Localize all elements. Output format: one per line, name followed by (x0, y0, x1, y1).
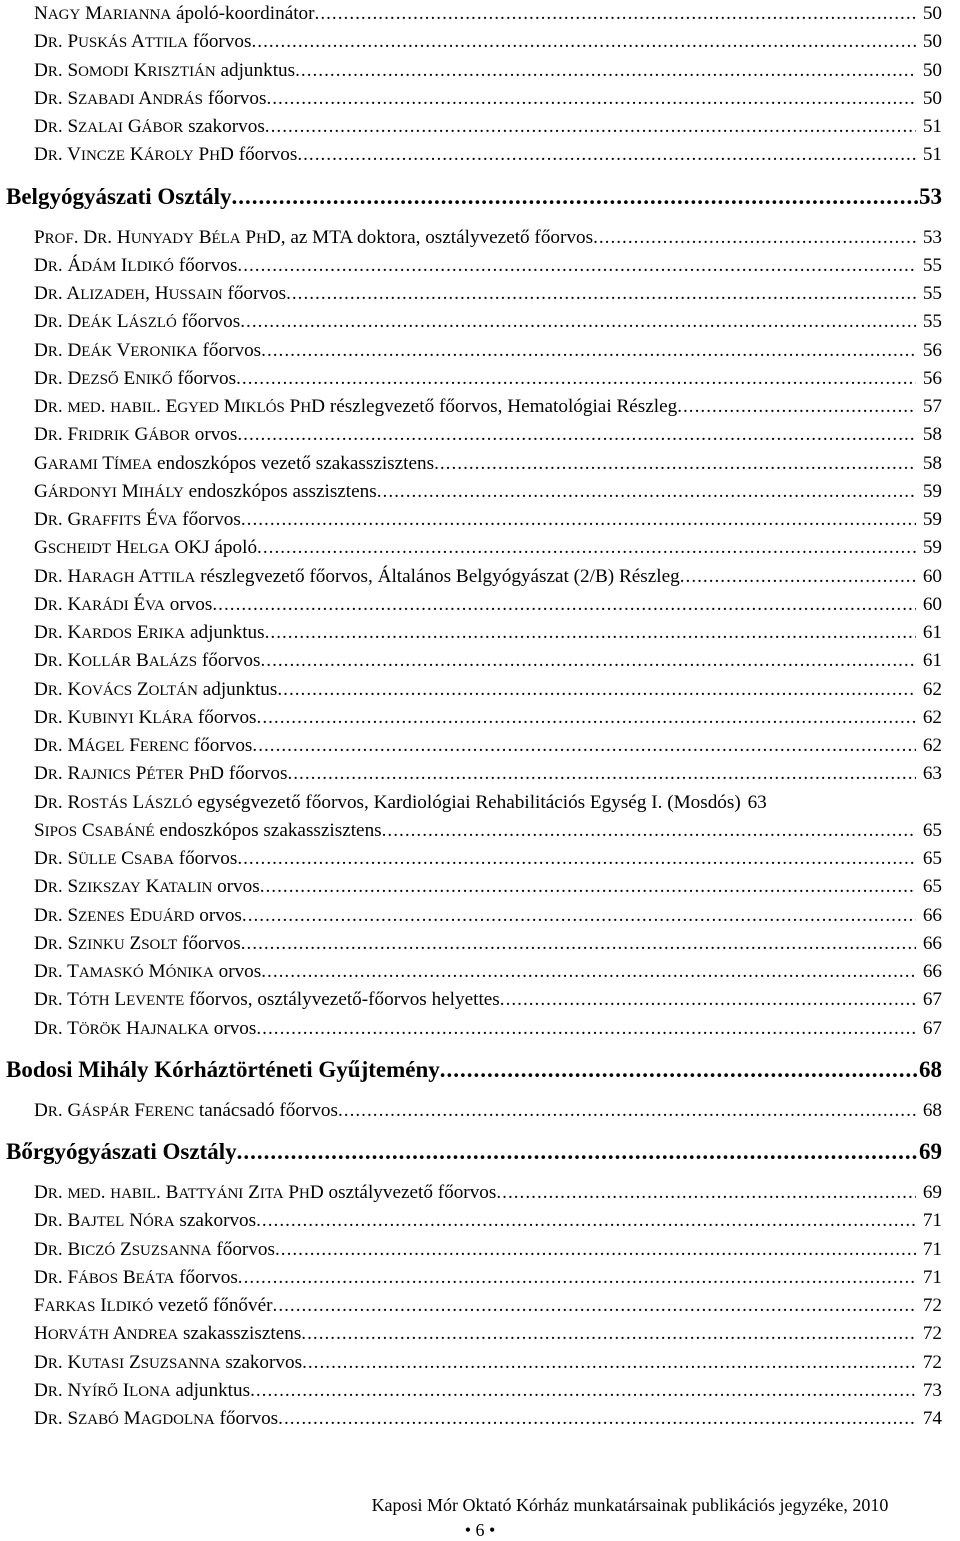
entry-page-number: 60 (922, 565, 942, 587)
dot-leader (237, 1135, 919, 1169)
toc-entry (34, 280, 942, 308)
dot-leader (260, 647, 916, 675)
toc-entry (34, 113, 942, 141)
dot-leader (232, 180, 920, 214)
entry-page-number: 67 (922, 1017, 942, 1039)
entry-page-number: 56 (922, 367, 942, 389)
toc-entry (34, 591, 942, 619)
toc-entry (34, 845, 942, 873)
entry-label: DR. SZABADI ANDRÁS főorvos (34, 87, 267, 109)
entry-label: DR. DEÁK LÁSZLÓ főorvos (34, 311, 241, 333)
dot-leader (237, 252, 916, 280)
entry-label: DR. RAJNICS PÉTER PHD főorvos (34, 763, 288, 785)
dot-leader (593, 224, 916, 252)
section-title: Bőrgyógyászati Osztály (6, 1139, 237, 1164)
dot-leader (260, 873, 916, 901)
dot-leader (277, 676, 916, 704)
toc-entry (34, 958, 942, 986)
dot-leader (261, 958, 916, 986)
entry-page-number: 63 (747, 791, 767, 813)
entry-label: DR. PUSKÁS ATTILA főorvos (34, 31, 252, 53)
dot-leader (315, 0, 916, 28)
entry-page-number: 67 (922, 989, 942, 1011)
entry-page-number: 59 (922, 537, 942, 559)
toc-entry (34, 337, 942, 365)
toc-entry (34, 789, 942, 817)
bullet-left: • (464, 1520, 471, 1540)
entry-page-number: 59 (922, 509, 942, 530)
entry-label: DR. KOLLÁR BALÁZS főorvos (34, 650, 261, 672)
dot-leader (256, 1207, 916, 1235)
toc-entry (34, 224, 942, 252)
entry-label: DR. KUTASI ZSUZSANNA szakorvos (34, 1351, 303, 1373)
entry-label: DR. MED. HABIL. EGYED MIKLÓS PHD részlegvezető főorvos, Hematológiai Részleg (34, 396, 678, 417)
entry-label: DR. MED. HABIL. BATTYÁNI ZITA PHD osztályvezető főorvos (34, 1182, 497, 1203)
dot-leader (237, 421, 916, 449)
entry-label: NAGY MARIANNA ápoló-koordinátor (34, 3, 315, 24)
dot-leader (265, 619, 916, 647)
toc-entry (34, 1292, 942, 1320)
toc-entry (34, 85, 942, 113)
entry-label: DR. MÁGEL FERENC főorvos (34, 735, 253, 756)
entry-label: DR. GÁSPÁR FERENC tanácsadó főorvos (34, 1099, 338, 1121)
toc-entry (34, 930, 942, 958)
dot-leader (302, 1349, 916, 1377)
entry-label: DR. BAJTEL NÓRA szakorvos (34, 1210, 257, 1232)
dot-leader (256, 1015, 916, 1043)
toc-entry (34, 534, 942, 562)
entry-page-number: 57 (922, 396, 942, 417)
entry-page-number: 50 (922, 59, 942, 81)
toc-entry (34, 0, 942, 28)
toc-entry (34, 1349, 942, 1377)
dot-leader (377, 478, 916, 506)
toc-entry (34, 1377, 942, 1405)
entry-page-number: 50 (922, 31, 942, 53)
toc-entry (34, 647, 942, 675)
toc-entry (34, 619, 942, 647)
section-page-number: 53 (919, 183, 942, 209)
entry-page-number: 68 (922, 1099, 942, 1121)
dot-leader (301, 1320, 916, 1348)
entry-page-number: 71 (922, 1266, 942, 1288)
dot-leader (500, 986, 916, 1014)
entry-label: DR. SZALAI GÁBOR szakorvos (34, 116, 265, 137)
section-page-number: 68 (919, 1056, 942, 1082)
entry-label: DR. TAMASKÓ MÓNIKA orvos (34, 961, 262, 982)
entry-label: DR. SZABÓ MAGDOLNA főorvos (34, 1408, 279, 1429)
dot-leader (680, 563, 916, 591)
entry-page-number: 62 (922, 678, 942, 700)
entry-page-number: 65 (922, 876, 942, 898)
toc-entry (34, 57, 942, 85)
entry-label: GÁRDONYI MIHÁLY endoszkópos asszisztens (34, 480, 377, 502)
toc-entry (34, 1264, 942, 1292)
entry-page-number: 66 (922, 932, 942, 954)
entry-label: GARAMI TÍMEA endoszkópos vezető szakasszisztens (34, 452, 435, 474)
dot-leader (241, 930, 916, 958)
entry-label: DR. SOMODI KRISZTIÁN adjunktus (34, 59, 296, 81)
toc-entry (34, 760, 942, 788)
toc-entry (34, 817, 942, 845)
entry-label: DR. TÖRÖK HAJNALKA orvos (34, 1017, 257, 1039)
entry-label: DR. KARDOS ERIKA adjunktus (34, 622, 265, 643)
toc-entry (34, 1097, 942, 1125)
entry-label: DR. VINCZE KÁROLY PHD főorvos (34, 144, 298, 166)
entry-label: DR. KUBINYI KLÁRA főorvos (34, 706, 257, 728)
entry-page-number: 58 (922, 424, 942, 446)
entry-page-number: 66 (922, 961, 942, 982)
footer-title: Kaposi Mór Oktató Kórház munkatársainak publikációs jegyzéke, 2010 (371, 1495, 889, 1515)
dot-leader (240, 308, 916, 336)
toc-entry (34, 1405, 942, 1433)
dot-leader (241, 506, 916, 534)
entry-label: DR. SZIKSZAY KATALIN orvos (34, 876, 260, 898)
entry-page-number: 60 (922, 593, 942, 615)
entry-label: DR. GRAFFITS ÉVA főorvos (34, 509, 241, 530)
entry-page-number: 65 (922, 819, 942, 841)
entry-page-number: 65 (922, 848, 942, 869)
entry-page-number: 61 (922, 650, 942, 672)
entry-page-number: 62 (922, 706, 942, 728)
dot-leader (286, 280, 916, 308)
page-number (0, 1519, 960, 1541)
entry-page-number: 55 (922, 283, 942, 304)
entry-label: DR. DEZSŐ ENIKŐ főorvos (34, 367, 237, 389)
entry-page-number: 73 (922, 1379, 942, 1401)
dot-leader (251, 28, 916, 56)
toc-section (6, 180, 942, 214)
entry-page-number: 55 (922, 311, 942, 333)
dot-leader (265, 113, 916, 141)
entry-page-number: 72 (922, 1295, 942, 1316)
bullet-right: • (489, 1520, 496, 1540)
entry-label: DR. DEÁK VERONIKA főorvos (34, 339, 262, 361)
entry-label: DR. FRIDRIK GÁBOR orvos (34, 424, 238, 446)
entry-label: PROF. DR. HUNYADY BÉLA PHD, az MTA doktora, osztályvezető főorvos (34, 226, 594, 248)
toc-entry (34, 393, 942, 421)
entry-label: DR. KOVÁCS ZOLTÁN adjunktus (34, 678, 278, 700)
entry-label: DR. SZINKU ZSOLT főorvos (34, 932, 241, 954)
toc-entry (34, 732, 942, 760)
entry-page-number: 55 (922, 254, 942, 276)
entry-label: DR. TÓTH LEVENTE főorvos, osztályvezető-főorvos helyettes (34, 989, 500, 1011)
entry-page-number: 56 (922, 339, 942, 361)
toc-entry (34, 1207, 942, 1235)
toc-entry (34, 1015, 942, 1043)
toc-entry (34, 873, 942, 901)
entry-page-number: 61 (922, 622, 942, 643)
toc-entry (34, 421, 942, 449)
section-title: Bodosi Mihály Kórháztörténeti Gyűjtemény (6, 1056, 440, 1082)
toc-entry (34, 28, 942, 56)
entry-label: FARKAS ILDIKÓ vezető főnővér (34, 1295, 273, 1316)
dot-leader (434, 450, 916, 478)
dot-leader (212, 591, 916, 619)
dot-leader (338, 1097, 916, 1125)
entry-page-number: 71 (922, 1238, 942, 1260)
entry-label: DR. SZENES EDUÁRD orvos (34, 904, 242, 926)
entry-label: DR. SÜLLE CSABA főorvos (34, 848, 238, 869)
dot-leader (236, 365, 916, 393)
dot-leader (252, 732, 916, 760)
toc-entry (34, 365, 942, 393)
entry-label: DR. ROSTÁS LÁSZLÓ egységvezető főorvos, Kardiológiai Rehabilitációs Egység I. (Mosdós) (34, 791, 741, 813)
entry-page-number: 53 (922, 226, 942, 248)
entry-page-number: 51 (922, 116, 942, 137)
toc-entry (34, 1320, 942, 1348)
dot-leader (257, 704, 916, 732)
toc-entry (34, 1236, 942, 1264)
toc-entry (34, 986, 942, 1014)
entry-page-number: 62 (922, 735, 942, 756)
entry-label: DR. ALIZADEH, HUSSAIN főorvos (34, 283, 287, 304)
entry-label: DR. FÁBOS BEÁTA főorvos (34, 1266, 238, 1288)
entry-page-number: 50 (922, 87, 942, 109)
toc-entry (34, 563, 942, 591)
dot-leader (440, 1053, 919, 1087)
dot-leader (295, 57, 916, 85)
dot-leader (278, 1405, 916, 1433)
entry-label: HORVÁTH ANDREA szakasszisztens (34, 1323, 302, 1345)
dot-leader (677, 393, 916, 421)
dot-leader (261, 337, 916, 365)
page-footer (0, 1494, 960, 1516)
dot-leader (237, 845, 916, 873)
entry-page-number: 50 (922, 3, 942, 24)
entry-label: DR. HARAGH ATTILA részlegvezető főorvos, Általános Belgyógyászat (2/B) Részleg (34, 565, 680, 587)
toc-entry (34, 478, 942, 506)
dot-leader (287, 760, 916, 788)
dot-leader (496, 1179, 916, 1207)
toc-entry (34, 141, 942, 169)
dot-leader (382, 817, 916, 845)
entry-page-number: 74 (922, 1408, 942, 1429)
entry-page-number: 63 (922, 763, 942, 785)
dot-leader (273, 1292, 916, 1320)
entry-page-number: 58 (922, 452, 942, 474)
page-number-value: 6 (475, 1520, 485, 1540)
entry-page-number: 69 (922, 1182, 942, 1203)
toc-entry (34, 252, 942, 280)
entry-page-number: 72 (922, 1351, 942, 1373)
toc-section (6, 1053, 942, 1087)
dot-leader (275, 1236, 916, 1264)
entry-page-number: 59 (922, 480, 942, 502)
toc-entry (34, 676, 942, 704)
entry-label: DR. KARÁDI ÉVA orvos (34, 593, 213, 615)
dot-leader (242, 902, 916, 930)
section-title: Belgyógyászati Osztály (6, 183, 232, 209)
dot-leader (266, 85, 916, 113)
entry-label: GSCHEIDT HELGA OKJ ápoló (34, 537, 258, 559)
entry-page-number: 72 (922, 1323, 942, 1345)
dot-leader (257, 534, 916, 562)
entry-page-number: 71 (922, 1210, 942, 1232)
entry-label: DR. BICZÓ ZSUZSANNA főorvos (34, 1238, 275, 1260)
toc-entry (34, 308, 942, 336)
section-page-number: 69 (919, 1139, 942, 1164)
dot-leader (297, 141, 916, 169)
toc-entry (34, 902, 942, 930)
dot-leader (250, 1377, 916, 1405)
toc-entry (34, 506, 942, 534)
toc-section (6, 1135, 942, 1169)
entry-label: DR. NYÍRŐ ILONA adjunktus (34, 1379, 251, 1401)
toc-entry (34, 704, 942, 732)
entry-page-number: 51 (922, 144, 942, 166)
dot-leader (238, 1264, 916, 1292)
entry-label: DR. ÁDÁM ILDIKÓ főorvos (34, 254, 238, 276)
toc-entry (34, 1179, 942, 1207)
toc-entry (34, 450, 942, 478)
entry-page-number: 66 (922, 904, 942, 926)
entry-label: SIPOS CSABÁNÉ endoszkópos szakasszisztens (34, 819, 382, 841)
